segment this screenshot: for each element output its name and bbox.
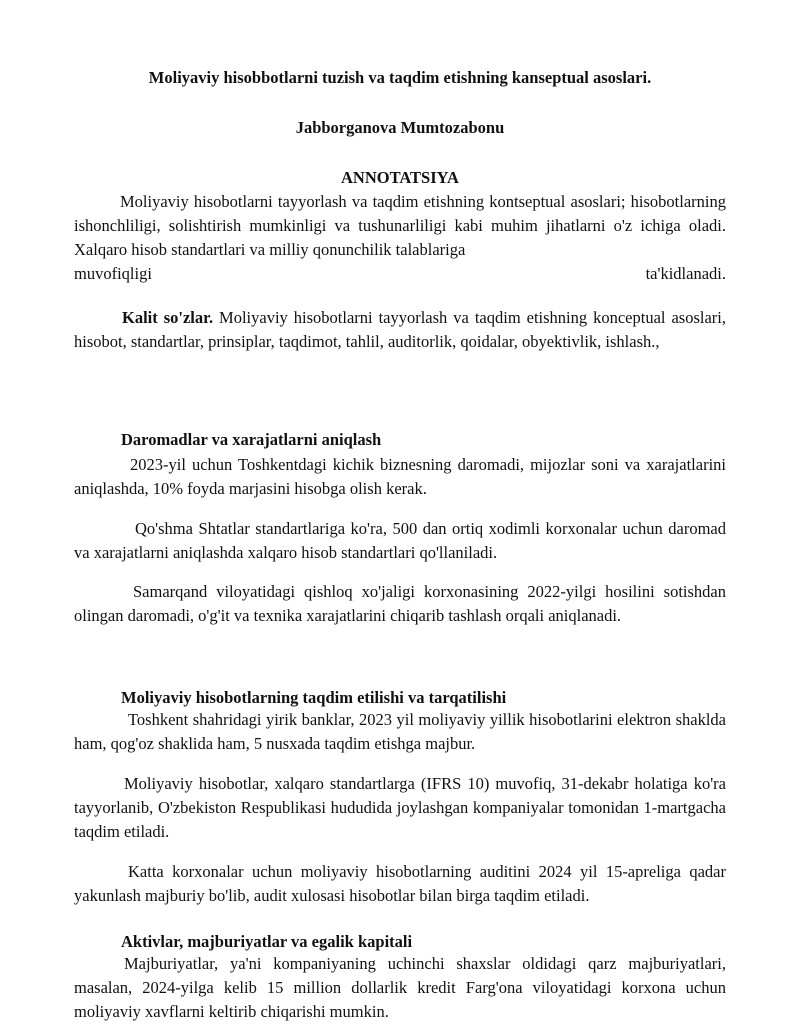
section-heading: Daromadlar va xarajatlarni aniqlash [121, 430, 382, 449]
section-paragraph: Qo'shma Shtatlar standartlariga ko'ra, 500 dan ortiq xodimli korxonalar uchun daromad va xarajatlarni aniqlashda xalqaro hisob standartlari qo'llaniladi. [74, 519, 726, 562]
section-heading: Aktivlar, majburiyatlar va egalik kapitali [121, 932, 413, 951]
section-heading: Moliyaviy hisobotlarning taqdim etilishi va tarqatilishi [121, 688, 507, 707]
author-name: Jabborganova Mumtozabonu [295, 118, 505, 137]
section-paragraph: Samarqand viloyatidagi qishloq xo'jaligi korxonasining 2022-yilgi hosilini sotishdan olingan daromadi, o'g'it va texnika xarajatlarini chiqarib tashlash orqali aniqlanadi. [74, 582, 726, 625]
keywords-text: Moliyaviy hisobotlarni tayyorlash va taqdim etishning konceptual asoslari, hisobot, standartlar, prinsiplar, taqdimot, tahlil, auditorlik, qoidalar, obyektivlik, ishlash., [74, 308, 726, 351]
annotation-paragraph [74, 190, 726, 262]
annotation-heading: ANNOTATSIYA [341, 168, 459, 187]
section-paragraph: Moliyaviy hisobotlar, xalqaro standartlarga (IFRS 10) muvofiq, 31-dekabr holatiga ko'ra tayyorlanib, O'zbekiston Respublikasi hududida joylashgan kompaniyalar tomonidan 1-martgacha taqdim etiladi. [74, 774, 726, 841]
annotation-last-right: ta'kidlanadi. [645, 264, 726, 283]
section-paragraph: Majburiyatlar, ya'ni kompaniyaning uchinchi shaxslar oldidagi qarz majburiyatlari, masalan, 2024-yilga kelib 15 million dollarlik kredit Farg'ona viloyatidagi korxona uchun moliyaviy xavflarni keltirib chiqarishi mumkin. [74, 954, 726, 1021]
section-paragraph: Katta korxonalar uchun moliyaviy hisobotlarning auditini 2024 yil 15-apreliga qadar yakunlash majburiy bo'lib, audit xulosasi hisobotlar bilan birga taqdim etiladi. [74, 862, 726, 905]
annotation-text: Moliyaviy hisobotlarni tayyorlash va taqdim etishning kontseptual asoslari; hisobotlarning ishonchliligi, solishtirish mumkinligi va tushunarliligi kabi muhim jihatlarni o'z ichiga oladi. Xalqaro hisob standartlari va milliy qonunchilik talablariga [74, 192, 726, 259]
annotation-last-line [74, 262, 726, 286]
section-paragraph: Toshkent shahridagi yirik banklar, 2023 yil moliyaviy yillik hisobotlarini elektron shaklda ham, qog'oz shaklida ham, 5 nusxada taqdim etishga majbur. [74, 710, 726, 753]
keywords-paragraph [74, 306, 726, 354]
section-paragraph: 2023-yil uchun Toshkentdagi kichik biznesning daromadi, mijozlar soni va xarajatlarini aniqlashda, 10% foyda marjasini hisobga olish kerak. [74, 455, 726, 498]
annotation-last-left: muvofiqligi [74, 264, 152, 283]
document-title: Moliyaviy hisobbotlarni tuzish va taqdim etishning kanseptual asoslari. [148, 68, 652, 87]
keywords-label: Kalit so'zlar. [122, 308, 214, 327]
